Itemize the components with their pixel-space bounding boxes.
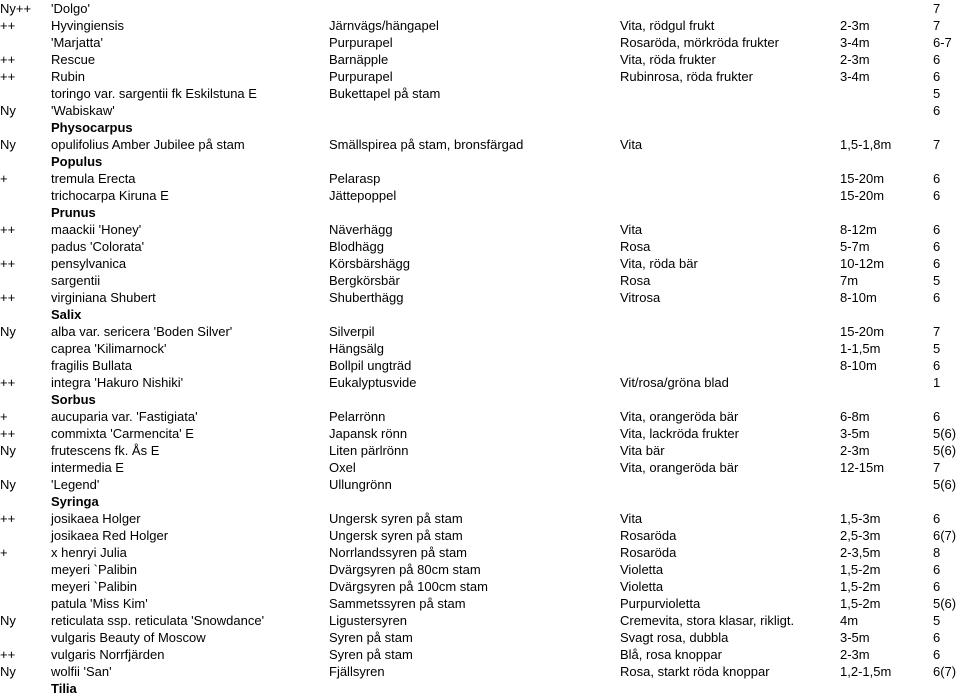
status-mark: ++: [0, 256, 16, 271]
plant-type: Eukalyptusvide: [329, 375, 417, 390]
flower-fruit-description: Rosaröda: [620, 545, 677, 560]
plant-height: 15-20m: [840, 324, 885, 339]
plant-name: padus 'Colorata': [51, 239, 145, 254]
plant-type: Liten pärlrönn: [329, 443, 409, 458]
plant-name: Rubin: [51, 69, 85, 84]
table-row: [0, 102, 960, 119]
plant-name: maackii 'Honey': [51, 222, 142, 237]
plant-type: Pelarrönn: [329, 409, 386, 424]
hardiness-zone: 6: [933, 409, 941, 424]
plant-height: 1,5-3m: [840, 511, 881, 526]
table-row: [0, 629, 960, 646]
plant-height: 3-5m: [840, 630, 870, 645]
plant-name: opulifolius Amber Jubilee på stam: [51, 137, 245, 152]
plant-type: Bollpil ungträd: [329, 358, 412, 373]
genus-heading-row: [0, 153, 960, 170]
hardiness-zone: 5(6): [933, 477, 957, 492]
plant-type: Syren på stam: [329, 647, 413, 662]
hardiness-zone: 7: [933, 324, 941, 339]
table-row: [0, 510, 960, 527]
plant-name: vulgaris Norrfjärden: [51, 647, 165, 662]
table-row: [0, 289, 960, 306]
genus-heading-row: [0, 204, 960, 221]
plant-name: aucuparia var. 'Fastigiata': [51, 409, 198, 424]
flower-fruit-description: Vita, röda bär: [620, 256, 698, 271]
table-row: [0, 68, 960, 85]
plant-height: 2-3m: [840, 52, 870, 67]
table-row: [0, 0, 960, 17]
hardiness-zone: 6: [933, 579, 941, 594]
plant-height: 6-8m: [840, 409, 870, 424]
plant-height: 10-12m: [840, 256, 885, 271]
plant-name: meyeri `Palibin: [51, 562, 137, 577]
genus-heading: Salix: [51, 307, 82, 322]
table-row: [0, 459, 960, 476]
status-mark: +: [0, 545, 8, 560]
flower-fruit-description: Vita bär: [620, 443, 665, 458]
table-row: [0, 17, 960, 34]
table-row: [0, 578, 960, 595]
hardiness-zone: 6: [933, 69, 941, 84]
table-row: [0, 255, 960, 272]
table-row: [0, 272, 960, 289]
plant-name: josikaea Holger: [51, 511, 141, 526]
plant-height: 3-5m: [840, 426, 870, 441]
plant-type: Ligustersyren: [329, 613, 408, 628]
plant-name: trichocarpa Kiruna E: [51, 188, 169, 203]
flower-fruit-description: Vita: [620, 222, 643, 237]
plant-name: alba var. sericera 'Boden Silver': [51, 324, 233, 339]
hardiness-zone: 6(7): [933, 664, 957, 679]
status-mark: Ny: [0, 477, 16, 492]
hardiness-zone: 6: [933, 52, 941, 67]
status-mark: ++: [0, 52, 16, 67]
plant-name: pensylvanica: [51, 256, 127, 271]
plant-type: Pelarasp: [329, 171, 381, 186]
flower-fruit-description: Rosaröda: [620, 528, 677, 543]
plant-name: intermedia E: [51, 460, 124, 475]
plant-name: meyeri `Palibin: [51, 579, 137, 594]
plant-type: Japansk rönn: [329, 426, 408, 441]
table-row: [0, 646, 960, 663]
flower-fruit-description: Purpurvioletta: [620, 596, 701, 611]
status-mark: ++: [0, 511, 16, 526]
hardiness-zone: 6(7): [933, 528, 957, 543]
plant-name: caprea 'Kilimarnock': [51, 341, 167, 356]
table-row: [0, 323, 960, 340]
hardiness-zone: 6: [933, 239, 941, 254]
plant-name: wolfii 'San': [51, 664, 112, 679]
status-mark: ++: [0, 375, 16, 390]
genus-heading: Tilia: [51, 681, 77, 696]
hardiness-zone: 1: [933, 375, 941, 390]
hardiness-zone: 6: [933, 358, 941, 373]
table-row: [0, 408, 960, 425]
plant-height: 2-3m: [840, 443, 870, 458]
genus-heading-row: [0, 493, 960, 510]
plant-name: reticulata ssp. reticulata 'Snowdance': [51, 613, 265, 628]
flower-fruit-description: Blå, rosa knoppar: [620, 647, 722, 662]
hardiness-zone: 7: [933, 460, 941, 475]
table-row: [0, 595, 960, 612]
plant-height: 2,5-3m: [840, 528, 881, 543]
status-mark: ++: [0, 18, 16, 33]
plant-name: patula 'Miss Kim': [51, 596, 148, 611]
plant-name: integra 'Hakuro Nishiki': [51, 375, 184, 390]
plant-type: Ullungrönn: [329, 477, 392, 492]
plant-height: 12-15m: [840, 460, 885, 475]
genus-heading: Prunus: [51, 205, 96, 220]
flower-fruit-description: Vita: [620, 511, 643, 526]
plant-height: 2-3,5m: [840, 545, 881, 560]
hardiness-zone: 5: [933, 86, 941, 101]
hardiness-zone: 6: [933, 647, 941, 662]
flower-fruit-description: Vita: [620, 137, 643, 152]
plant-type: Blodhägg: [329, 239, 384, 254]
plant-name: fragilis Bullata: [51, 358, 132, 373]
plant-type: Purpurapel: [329, 69, 393, 84]
plant-name: Hyvingiensis: [51, 18, 124, 33]
plant-height: 15-20m: [840, 188, 885, 203]
status-mark: ++: [0, 69, 16, 84]
plant-type: Ungersk syren på stam: [329, 528, 463, 543]
plant-height: 4m: [840, 613, 859, 628]
flower-fruit-description: Vita, lackröda frukter: [620, 426, 739, 441]
plant-name: sargentii: [51, 273, 101, 288]
hardiness-zone: 6: [933, 171, 941, 186]
plant-type: Shuberthägg: [329, 290, 404, 305]
status-mark: ++: [0, 426, 16, 441]
plant-type: Ungersk syren på stam: [329, 511, 463, 526]
table-row: [0, 561, 960, 578]
genus-heading-row: [0, 306, 960, 323]
table-row: [0, 663, 960, 680]
status-mark: ++: [0, 222, 16, 237]
flower-fruit-description: Vitrosa: [620, 290, 661, 305]
plant-type: Silverpil: [329, 324, 375, 339]
hardiness-zone: 6: [933, 630, 941, 645]
plant-height: 8-10m: [840, 290, 877, 305]
plant-type: Järnvägs/hängapel: [329, 18, 439, 33]
plant-type: Syren på stam: [329, 630, 413, 645]
flower-fruit-description: Cremevita, stora klasar, rikligt.: [620, 613, 795, 628]
plant-type: Norrlandssyren på stam: [329, 545, 467, 560]
status-mark: ++: [0, 647, 16, 662]
flower-fruit-description: Rosa: [620, 273, 651, 288]
plant-type: Barnäpple: [329, 52, 389, 67]
genus-heading: Physocarpus: [51, 120, 133, 135]
plant-height: 1,5-2m: [840, 596, 881, 611]
table-row: [0, 612, 960, 629]
plant-type: Smällspirea på stam, bronsfärgad: [329, 137, 524, 152]
table-row: [0, 527, 960, 544]
flower-fruit-description: Vita, orangeröda bär: [620, 460, 739, 475]
table-row: [0, 425, 960, 442]
plant-height: 2-3m: [840, 18, 870, 33]
hardiness-zone: 8: [933, 545, 941, 560]
plant-type: Sammetssyren på stam: [329, 596, 466, 611]
table-row: [0, 357, 960, 374]
genus-heading: Sorbus: [51, 392, 96, 407]
status-mark: Ny: [0, 324, 16, 339]
plant-height: 15-20m: [840, 171, 885, 186]
status-mark: +: [0, 171, 8, 186]
plant-height: 2-3m: [840, 647, 870, 662]
table-row: [0, 544, 960, 561]
plant-name: 'Legend': [51, 477, 100, 492]
plant-name: toringo var. sargentii fk Eskilstuna E: [51, 86, 257, 101]
plant-type: Bukettapel på stam: [329, 86, 441, 101]
plant-name: tremula Erecta: [51, 171, 136, 186]
hardiness-zone: 6: [933, 511, 941, 526]
flower-fruit-description: Rubinrosa, röda frukter: [620, 69, 753, 84]
table-row: [0, 170, 960, 187]
plant-name: vulgaris Beauty of Moscow: [51, 630, 206, 645]
hardiness-zone: 5(6): [933, 596, 957, 611]
plant-type: Fjällsyren: [329, 664, 385, 679]
status-mark: Ny++: [0, 1, 32, 16]
hardiness-zone: 6: [933, 103, 941, 118]
hardiness-zone: 5: [933, 613, 941, 628]
plant-type: Bergkörsbär: [329, 273, 400, 288]
plant-height: 1,2-1,5m: [840, 664, 892, 679]
flower-fruit-description: Vita, röda frukter: [620, 52, 716, 67]
flower-fruit-description: Vita, rödgul frukt: [620, 18, 715, 33]
flower-fruit-description: Vita, orangeröda bär: [620, 409, 739, 424]
hardiness-zone: 6: [933, 222, 941, 237]
plant-type: Oxel: [329, 460, 356, 475]
table-row: [0, 187, 960, 204]
plant-height: 7m: [840, 273, 859, 288]
genus-heading-row: [0, 391, 960, 408]
hardiness-zone: 7: [933, 18, 941, 33]
plant-height: 8-10m: [840, 358, 877, 373]
table-row: [0, 340, 960, 357]
hardiness-zone: 5(6): [933, 426, 957, 441]
table-row: [0, 238, 960, 255]
status-mark: Ny: [0, 137, 16, 152]
plant-height: 1-1,5m: [840, 341, 881, 356]
status-mark: +: [0, 409, 8, 424]
hardiness-zone: 6-7: [933, 35, 952, 50]
status-mark: Ny: [0, 103, 16, 118]
flower-fruit-description: Rosa: [620, 239, 651, 254]
hardiness-zone: 6: [933, 256, 941, 271]
hardiness-zone: 6: [933, 188, 941, 203]
plant-type: Dvärgsyren på 100cm stam: [329, 579, 488, 594]
hardiness-zone: 7: [933, 137, 941, 152]
plant-name: x henryi Julia: [51, 545, 127, 560]
status-mark: Ny: [0, 664, 16, 679]
table-row: [0, 85, 960, 102]
status-mark: ++: [0, 290, 16, 305]
plant-type: Purpurapel: [329, 35, 393, 50]
plant-name: josikaea Red Holger: [51, 528, 169, 543]
table-row: [0, 34, 960, 51]
plant-type: Näverhägg: [329, 222, 393, 237]
hardiness-zone: 5: [933, 273, 941, 288]
plant-height: 3-4m: [840, 35, 870, 50]
plant-height: 8-12m: [840, 222, 877, 237]
genus-heading-row: [0, 119, 960, 136]
plant-type: Hängsälg: [329, 341, 384, 356]
hardiness-zone: 6: [933, 290, 941, 305]
plant-height: 5-7m: [840, 239, 870, 254]
plant-name: commixta 'Carmencita' E: [51, 426, 194, 441]
table-row: [0, 476, 960, 493]
plant-name: Rescue: [51, 52, 96, 67]
plant-height: 1,5-2m: [840, 562, 881, 577]
flower-fruit-description: Svagt rosa, dubbla: [620, 630, 729, 645]
flower-fruit-description: Rosaröda, mörkröda frukter: [620, 35, 779, 50]
flower-fruit-description: Vit/rosa/gröna blad: [620, 375, 729, 390]
table-row: [0, 374, 960, 391]
genus-heading: Populus: [51, 154, 103, 169]
table-row: [0, 221, 960, 238]
table-row: [0, 51, 960, 68]
hardiness-zone: 5: [933, 341, 941, 356]
flower-fruit-description: Violetta: [620, 562, 664, 577]
flower-fruit-description: Rosa, starkt röda knoppar: [620, 664, 770, 679]
plant-name: frutescens fk. Ås E: [51, 443, 160, 458]
hardiness-zone: 6: [933, 562, 941, 577]
plant-height: 1,5-2m: [840, 579, 881, 594]
plant-name: 'Wabiskaw': [51, 103, 115, 118]
table-row: [0, 442, 960, 459]
plant-type: Körsbärshägg: [329, 256, 410, 271]
flower-fruit-description: Violetta: [620, 579, 664, 594]
plant-type: Dvärgsyren på 80cm stam: [329, 562, 481, 577]
hardiness-zone: 5(6): [933, 443, 957, 458]
genus-heading: Syringa: [51, 494, 99, 509]
plant-height: 1,5-1,8m: [840, 137, 892, 152]
hardiness-zone: 7: [933, 1, 941, 16]
plant-name: 'Marjatta': [51, 35, 103, 50]
plant-name: 'Dolgo': [51, 1, 90, 16]
plant-height: 3-4m: [840, 69, 870, 84]
table-row: [0, 136, 960, 153]
plant-type: Jättepoppel: [329, 188, 397, 203]
status-mark: Ny: [0, 613, 16, 628]
status-mark: Ny: [0, 443, 16, 458]
plant-name: virginiana Shubert: [51, 290, 156, 305]
